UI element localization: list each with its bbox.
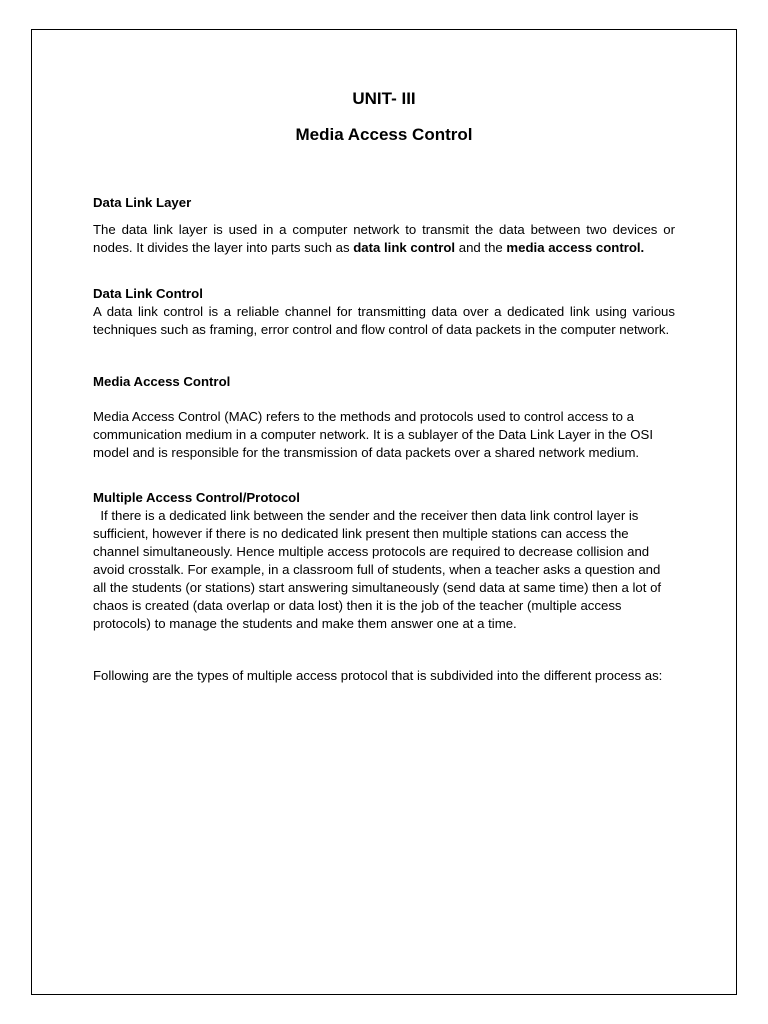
paragraph-following: Following are the types of multiple access protocol that is subdivided into the different process as: [93,668,663,683]
heading-multiple-access: Multiple Access Control/Protocol [93,490,300,505]
paragraph-multiple-access: If there is a dedicated link between the sender and the receiver then data link control layer is sufficient, however if there is no dedicated link present then multiple stations can access the channel simultaneously. Hence multiple access protocols are required to decrease collision and avoid crosstalk. For example, in a classroom full of students, when a teacher asks a question and all the students (or stations) start answering simultaneously (send data at same time) then a lot of chaos is created (data overlap or data lost) then it is the job of the teacher (multiple access protocols) to manage the students and make them answer one at a time. [93,508,665,631]
heading-media-access-control: Media Access Control [93,374,231,389]
text-run: The data link layer is used in a computer network to transmit the data between two devices or nodes. It divides the layer into parts such as [93,222,675,255]
paragraph-data-link-layer [93,221,675,257]
bold-term-media-access-control: media access control. [506,240,645,255]
paragraph-media-access-control: Media Access Control (MAC) refers to the methods and protocols used to control access to a communication medium in a computer network. It is a sublayer of the Data Link Layer in the OSI model and is responsible for the transmission of data packets over a shared network medium. [93,409,653,460]
bold-term-data-link-control: data link control [353,240,456,255]
heading-data-link-control: Data Link Control [93,286,203,301]
unit-title: UNIT- III [352,89,416,108]
heading-data-link-layer: Data Link Layer [93,195,192,210]
page-title: Media Access Control [295,125,473,144]
paragraph-data-link-control: A data link control is a reliable channel for transmitting data over a dedicated link using various techniques such as framing, error control and flow control of data packets in the computer network. [93,304,675,337]
text-run: and the [455,240,507,255]
